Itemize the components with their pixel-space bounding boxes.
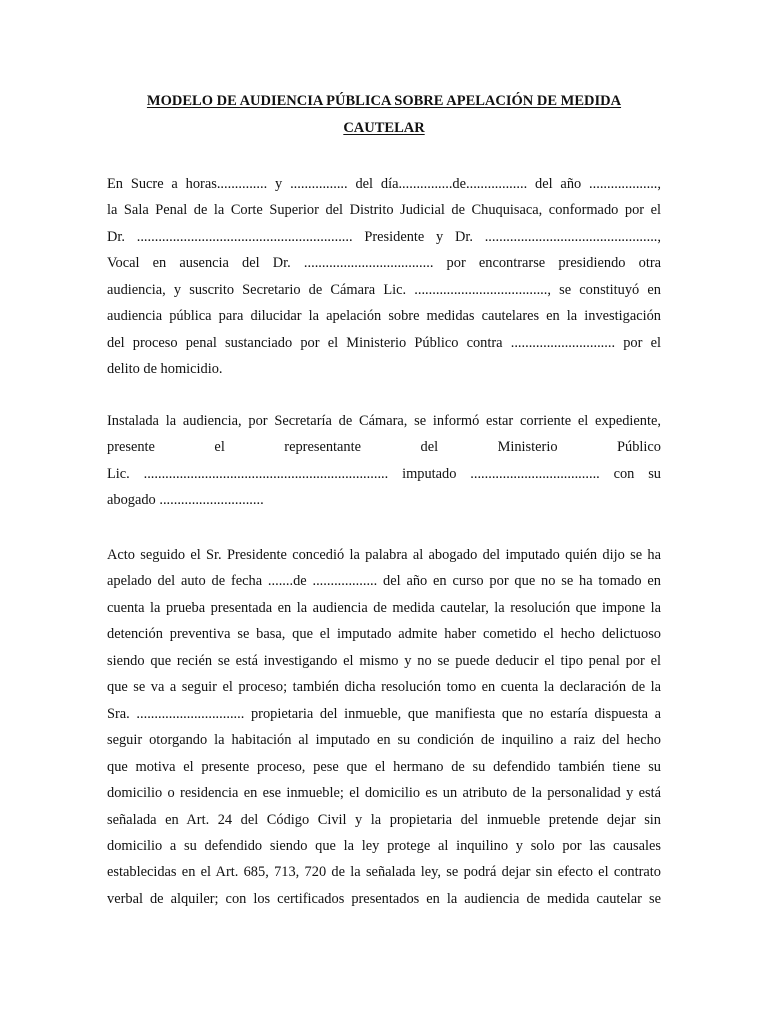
paragraph-2 <box>107 408 661 514</box>
paragraph-1 <box>107 171 661 383</box>
paragraph-line: verbal de alquiler; con los certificados presentados en la audiencia de medida cautelar se <box>107 890 661 907</box>
paragraph-line: la Sala Penal de la Corte Superior del Distrito Judicial de Chuquisaca, conformado por el <box>107 202 661 219</box>
paragraph-line: delito de homicidio. <box>107 361 223 378</box>
paragraph-line: seguir otorgando la habitación al imputado en su condición de inquilino a raiz del hecho <box>107 732 661 749</box>
paragraph-line: domicilio a su defendido siendo que la ley protege al inquilino y solo por las causales <box>107 837 661 854</box>
paragraph-line: siendo que recién se está investigando el mismo y no se puede deducir el tipo penal por el <box>107 652 661 669</box>
paragraph-line: presente el representante del Ministerio Público <box>107 439 661 456</box>
paragraph-line: que se va a seguir el proceso; también dicha resolución tomo en cuenta la declaración de la <box>107 679 661 696</box>
paragraph-line: establecidas en el Art. 685, 713, 720 de la señalada ley, se podrá dejar sin efecto el contrato <box>107 864 661 881</box>
paragraph-line: audiencia pública para dilucidar la apelación sobre medidas cautelares en la investigación <box>107 308 661 325</box>
paragraph-line: del proceso penal sustanciado por el Ministerio Público contra ............................. por el <box>107 334 661 351</box>
paragraph-line: cuenta la prueba presentada en la audiencia de medida cautelar, la resolución que impone la <box>107 599 661 616</box>
paragraph-line: detención preventiva se basa, que el imputado admite haber cometido el hecho delictuoso <box>107 626 661 643</box>
title-line-2: CAUTELAR <box>343 120 425 136</box>
paragraph-line: Sra. .............................. propietaria del inmueble, que manifiesta que no estaría dispuesta a <box>107 705 661 722</box>
paragraph-line: que motiva el presente proceso, pese que el hermano de su defendido también tiene su <box>107 758 661 775</box>
paragraph-line: domicilio o residencia en ese inmueble; el domicilio es un atributo de la personalidad y está <box>107 785 661 802</box>
document-title <box>107 88 661 142</box>
title-line-1: MODELO DE AUDIENCIA PÚBLICA SOBRE APELACIÓN DE MEDIDA <box>146 93 622 109</box>
paragraph-line: Instalada la audiencia, por Secretaría de Cámara, se informó estar corriente el expediente, <box>107 413 661 429</box>
paragraph-line: Acto seguido el Sr. Presidente concedió la palabra al abogado del imputado quién dijo se ha <box>107 547 661 563</box>
paragraph-line: Lic. .................................................................... imputado .................................... con su <box>107 465 661 482</box>
paragraph-line: señalada en Art. 24 del Código Civil y la propietaria del inmueble pretende dejar sin <box>107 811 661 828</box>
paragraph-line: Dr. ............................................................ Presidente y Dr. ................................................, <box>107 228 661 245</box>
paragraph-line: apelado del auto de fecha .......de .................. del año en curso por que no se ha tomado en <box>107 573 661 590</box>
paragraph-line: audiencia, y suscrito Secretario de Cámara Lic. ....................................., se constituyó en <box>107 281 661 298</box>
paragraph-line: En Sucre a horas.............. y ................ del día...............de................. del año ..................., <box>107 176 661 192</box>
paragraph-line: Vocal en ausencia del Dr. .................................... por encontrarse presidiendo otra <box>107 255 661 272</box>
paragraph-3 <box>107 542 661 912</box>
paragraph-line: abogado ............................. <box>107 492 264 509</box>
